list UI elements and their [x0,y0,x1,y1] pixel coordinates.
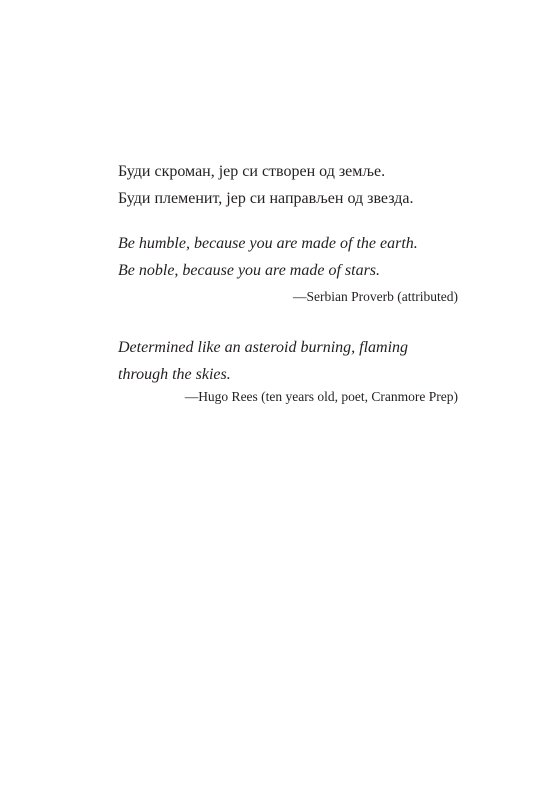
english-proverb-text [118,230,458,284]
serbian-proverb-line-1: Буди скроман, јер си створен од земље. [118,163,386,180]
rees-quote-text [118,334,458,388]
english-proverb-line-2: Be noble, because you are made of stars. [118,262,381,279]
rees-quote-line-2: through the skies. [118,366,231,383]
serbian-proverb-attribution-block [118,286,458,308]
english-proverb-line-1: Be humble, because you are made of the earth. [118,235,418,252]
rees-quote-attribution: —Hugo Rees (ten years old, poet, Cranmore Prep) [184,389,458,404]
rees-quote-line-1: Determined like an asteroid burning, flaming [118,339,409,356]
serbian-proverb-line-2: Буди племенит, јер си направљен од звезда. [118,190,414,207]
rees-quote-attribution-block [118,386,458,408]
serbian-proverb-attribution: —Serbian Proverb (attributed) [293,289,458,304]
serbian-proverb-text [118,158,458,212]
